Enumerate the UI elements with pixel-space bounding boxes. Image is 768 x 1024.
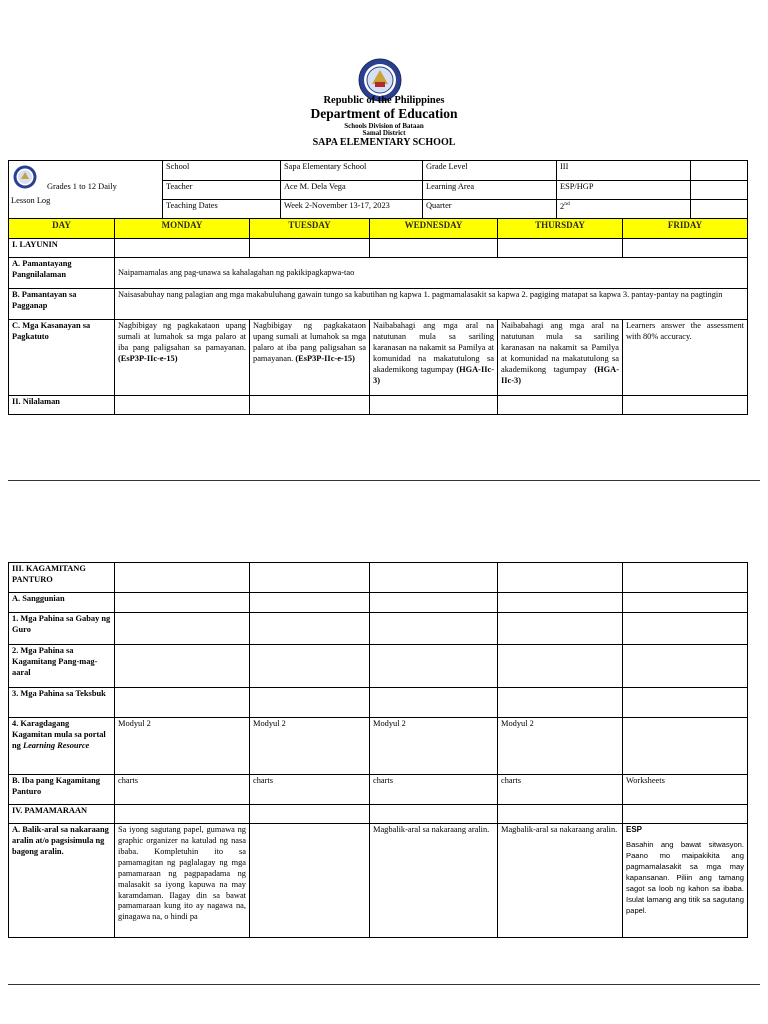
quarter-value: [557, 200, 691, 219]
day-header: DAY: [9, 219, 115, 239]
empty-cell: [115, 239, 250, 258]
kasanayan-wednesday-code: (HGA-IIc-3): [373, 364, 494, 385]
learning-area-label: Learning Area: [423, 181, 557, 200]
charts-wednesday: charts: [370, 775, 498, 805]
friday-header: FRIDAY: [623, 219, 748, 239]
kasanayan-thursday-text: Naibabahagi ang mga aral na natutunan mula sa sariling karanasan na nakamit sa Pamilya at komunidad na makatutulong sa akademikong tagumpay: [501, 321, 619, 374]
kasanayan-friday: Learners answer the assessment with 80% accuracy.: [623, 320, 748, 396]
balik-aral-thursday: Magbalik-aral sa nakaraang aralin.: [498, 824, 623, 938]
deped-seal-small-icon: [13, 165, 37, 189]
kagamitan-label: III. KAGAMITANG PANTURO: [9, 563, 115, 593]
empty-cell: [250, 396, 370, 415]
empty-cell: [623, 563, 748, 593]
modyul-monday: Modyul 2: [115, 718, 250, 775]
republic-heading: Republic of the Philippines: [323, 95, 445, 106]
pamantayang-pangnilalaman-label: A. Pamantayang Pangnilalaman: [9, 258, 115, 289]
empty-cell: [498, 563, 623, 593]
kasanayan-monday-code: (EsP3P-IIc-e-15): [118, 353, 178, 363]
page-divider-bottom: [8, 984, 760, 985]
kasanayan-wednesday: [370, 320, 498, 396]
school-heading: SAPA ELEMENTARY SCHOOL: [312, 137, 456, 148]
empty-cell: [370, 396, 498, 415]
charts-thursday: charts: [498, 775, 623, 805]
balik-aral-friday: [623, 824, 748, 938]
empty-cell: [250, 613, 370, 645]
modyul-thursday: Modyul 2: [498, 718, 623, 775]
kasanayan-thursday-code: (HGA-IIc-3): [501, 364, 619, 385]
empty-cell: [498, 613, 623, 645]
grades-label: Grades 1 to 12 Daily: [47, 182, 117, 191]
kasanayan-tuesday-code: (EsP3P-IIc-e-15): [295, 353, 355, 363]
empty-cell: [623, 718, 748, 775]
empty-cell: [623, 239, 748, 258]
gabay-label: 1. Mga Pahina sa Gabay ng Guro: [9, 613, 115, 645]
balik-aral-wednesday: Magbalik-aral sa nakaraang aralin.: [370, 824, 498, 938]
quarter-suffix: nd: [564, 201, 570, 207]
empty-cell: [370, 805, 498, 824]
empty-cell: [370, 645, 498, 688]
karagdagang-text: 4. Karagdagang Kagamitan mula sa portal ng: [12, 719, 106, 750]
esp-instructions: Basahin ang bawat sitwasyon. Paano mo maipakikita ang pagmamalasakit sa mga may kapansanan. Piliin ang tamang sagot sa loob ng kahon sa ibaba. Isulat lamang ang titik sa sagutang papel.: [626, 840, 744, 916]
empty-cell: [623, 805, 748, 824]
quarter-label: Quarter: [423, 200, 557, 219]
quarter-number: 2: [560, 201, 565, 211]
kasanayan-label: C. Mga Kasanayan sa Pagkatuto: [9, 320, 115, 396]
empty-cell: [115, 593, 250, 613]
charts-monday: charts: [115, 775, 250, 805]
teacher-value: Ace M. Dela Vega: [281, 181, 423, 200]
balik-aral-label: A. Balik-aral sa nakaraang aralin at/o pagsisimula ng bagong aralin.: [9, 824, 115, 938]
iba-pang-label: B. Iba pang Kagamitang Panturo: [9, 775, 115, 805]
modyul-wednesday: Modyul 2: [370, 718, 498, 775]
empty-cell: [250, 824, 370, 938]
department-heading: Department of Education: [310, 106, 458, 121]
empty-cell: [370, 563, 498, 593]
esp-heading: ESP: [626, 825, 643, 834]
wednesday-header: WEDNESDAY: [370, 219, 498, 239]
nilalaman-label: II. Nilalaman: [9, 396, 115, 415]
district-heading: Samal District: [362, 129, 406, 137]
kasanayan-monday: [115, 320, 250, 396]
empty-cell: [250, 688, 370, 718]
empty-cell: [498, 593, 623, 613]
pamantayan-pagganap-label: B. Pamantayan sa Pagganap: [9, 289, 115, 320]
lesson-table-objectives: [8, 218, 748, 415]
logo-cell: [9, 161, 163, 219]
empty-cell: [115, 563, 250, 593]
empty-cell: [498, 396, 623, 415]
empty-cell: [623, 613, 748, 645]
kasanayan-tuesday: [250, 320, 370, 396]
kasanayan-monday-text: Nagbibigay ng pagkakataon upang sumali at lumahok sa mga palaro at iba pang paligsahan sa pamayanan.: [118, 321, 246, 352]
karagdagang-label: [9, 718, 115, 775]
kasanayan-thursday: [498, 320, 623, 396]
pamamaraan-label: IV. PAMAMARAAN: [9, 805, 115, 824]
empty-cell: [623, 688, 748, 718]
empty-cell: [498, 688, 623, 718]
empty-cell: [370, 593, 498, 613]
kasanayan-wednesday-text: Naibabahagi ang mga aral na natutunan mula sa sariling karanasan na nakamit sa Pamilya at komunidad na makatutulong sa akademikong tagumpay: [373, 321, 494, 374]
empty-cell: [115, 613, 250, 645]
info-table: [8, 160, 748, 219]
lesson-log-label: Lesson Log: [11, 196, 51, 205]
empty-cell: [623, 645, 748, 688]
division-heading: Schools Division of Bataan: [344, 122, 424, 130]
balik-aral-monday: Sa iyong sagutang papel, gumawa ng graphic organizer na katulad ng nasa ibaba. Kompletuhin ito sa pamamagitan ng paglalagay ng mga pamamaraan ng pagpapadama ng malasakit sa iyong kapuwa na may karamdaman. Ilagay din sa bawat pamamaraan kung ito ay nagawa na, ginagawa na, o hindi pa: [115, 824, 250, 938]
teksbuk-label: 3. Mga Pahina sa Teksbuk: [9, 688, 115, 718]
tuesday-header: TUESDAY: [250, 219, 370, 239]
school-label: School: [163, 161, 281, 181]
empty-cell: [691, 181, 748, 200]
thursday-header: THURSDAY: [498, 219, 623, 239]
empty-cell: [115, 396, 250, 415]
teacher-label: Teacher: [163, 181, 281, 200]
charts-tuesday: charts: [250, 775, 370, 805]
worksheets-friday: Worksheets: [623, 775, 748, 805]
empty-cell: [498, 805, 623, 824]
empty-cell: [250, 239, 370, 258]
sanggunian-label: A. Sanggunian: [9, 593, 115, 613]
empty-cell: [370, 613, 498, 645]
empty-cell: [115, 688, 250, 718]
teaching-dates-value: Week 2-November 13-17, 2023: [281, 200, 423, 219]
empty-cell: [623, 593, 748, 613]
learning-area-value: ESP/HGP: [557, 181, 691, 200]
empty-cell: [250, 805, 370, 824]
school-value: Sapa Elementary School: [281, 161, 423, 181]
empty-cell: [115, 645, 250, 688]
empty-cell: [370, 239, 498, 258]
modyul-tuesday: Modyul 2: [250, 718, 370, 775]
mag-aaral-label: 2. Mga Pahina sa Kagamitang Pang-mag-aaral: [9, 645, 115, 688]
empty-cell: [498, 645, 623, 688]
empty-cell: [250, 593, 370, 613]
learning-resource-text: Learning Resource: [22, 740, 90, 750]
empty-cell: [115, 805, 250, 824]
empty-cell: [623, 396, 748, 415]
monday-header: MONDAY: [115, 219, 250, 239]
page-divider: [8, 480, 760, 481]
empty-cell: [691, 161, 748, 181]
empty-cell: [370, 688, 498, 718]
layunin-label: I. LAYUNIN: [9, 239, 115, 258]
empty-cell: [250, 645, 370, 688]
kasanayan-tuesday-text: Nagbibigay ng pagkakataon upang sumali at lumahok sa mga palaro at iba pang paligsahan sa pamayanan.: [253, 321, 366, 363]
lesson-table-materials: [8, 562, 748, 938]
empty-cell: [691, 200, 748, 219]
empty-cell: [250, 563, 370, 593]
pamantayang-pangnilalaman-text: Naipamamalas ang pag-unawa sa kahalagahan ng pakikipagkapwa-tao: [115, 258, 748, 289]
teaching-dates-label: Teaching Dates: [163, 200, 281, 219]
grade-level-value: III: [557, 161, 691, 181]
empty-cell: [498, 239, 623, 258]
grade-level-label: Grade Level: [423, 161, 557, 181]
pamantayan-pagganap-text: Naisasabuhay nang palagian ang mga makabuluhang gawain tungo sa kabutihan ng kapwa 1. pagmamalasakit sa kapwa 2. pagiging matapat sa kapwa 3. pantay-pantay na pagtingin: [115, 289, 748, 320]
